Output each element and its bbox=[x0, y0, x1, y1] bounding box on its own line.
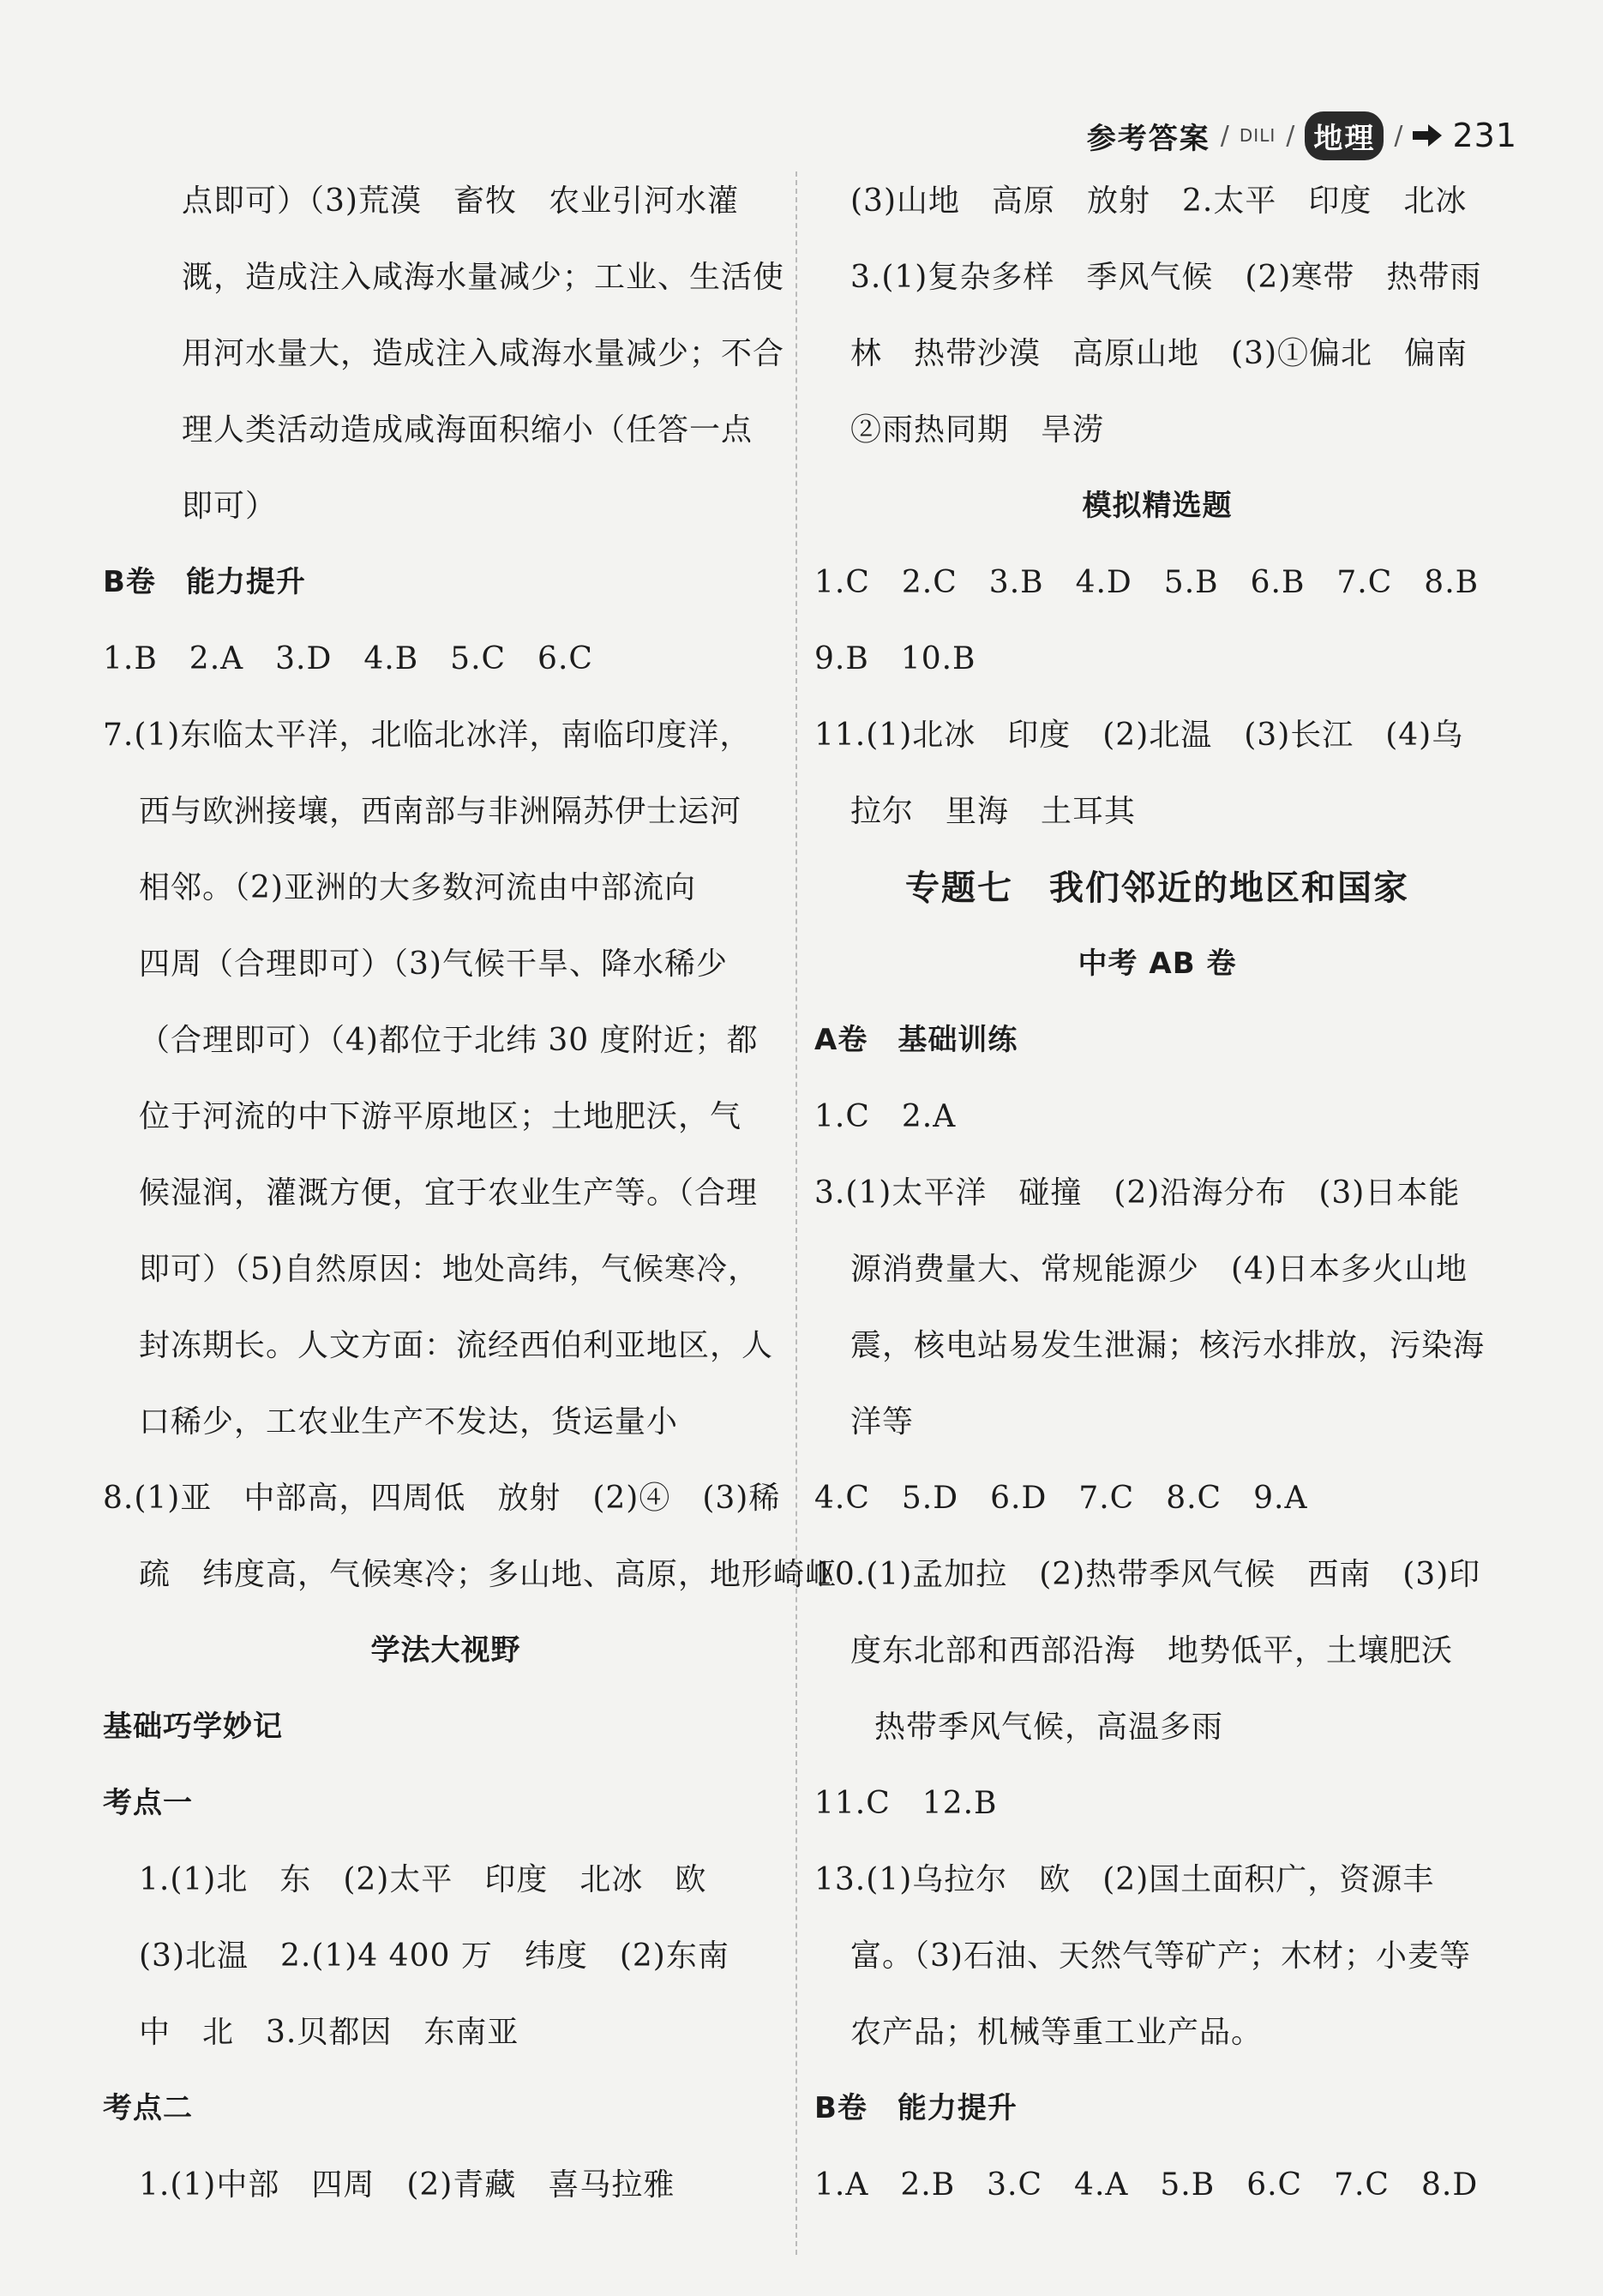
answer-line: 口稀少，工农业生产不发达，货运量小 bbox=[139, 1404, 679, 1440]
answer-line: 西与欧洲接壤，西南部与非洲隔苏伊士运河 bbox=[139, 794, 742, 829]
section-heading: 中考 AB 卷 bbox=[1078, 947, 1237, 981]
answer-line: 度东北部和西部沿海 地势低平，土壤肥沃 bbox=[850, 1633, 1454, 1668]
answer-line: 洋等 bbox=[850, 1404, 915, 1440]
page-number: 231 bbox=[1452, 117, 1517, 154]
answer-line: 1.B 2.A 3.D 4.B 5.C 6.C bbox=[103, 641, 593, 676]
header-title: 参考答案 bbox=[1086, 121, 1210, 156]
answer-line: 富。（3)石油、天然气等矿产；木材；小麦等 bbox=[850, 1938, 1471, 1974]
answer-line: 3.(1)太平洋 碰撞 (2)沿海分布 (3)日本能 bbox=[814, 1175, 1461, 1211]
answer-line: 溉，造成注入咸海水量减少；工业、生活使 bbox=[182, 260, 785, 295]
section-heading: A卷 基础训练 bbox=[814, 1023, 1018, 1057]
answer-line: 点即可）（3)荒漠 畜牧 农业引河水灌 bbox=[182, 183, 739, 219]
section-heading: 模拟精选题 bbox=[1082, 489, 1233, 523]
answer-line: 10.(1)孟加拉 (2)热带季风气候 西南 (3)印 bbox=[814, 1557, 1481, 1592]
header-slash: / bbox=[1394, 120, 1403, 151]
subsection-heading: 考点二 bbox=[103, 2091, 193, 2125]
answer-line: 用河水量大，造成注入咸海水量减少；不合 bbox=[182, 336, 785, 371]
answer-line: 即可） bbox=[182, 489, 278, 524]
answer-line: 位于河流的中下游平原地区；土地肥沃，气 bbox=[139, 1099, 742, 1134]
answer-line: 4.C 5.D 6.D 7.C 8.C 9.A bbox=[814, 1481, 1308, 1516]
answer-line: 热带季风气候，高温多雨 bbox=[874, 1710, 1224, 1745]
answer-line: 1.A 2.B 3.C 4.A 5.B 6.C 7.C 8.D bbox=[814, 2167, 1479, 2203]
topic-title: 专题七 我们邻近的地区和国家 bbox=[905, 868, 1409, 908]
answer-line: 震，核电站易发生泄漏；核污水排放，污染海 bbox=[850, 1328, 1486, 1363]
answer-line: 1.C 2.A bbox=[814, 1099, 957, 1134]
answer-line: ②雨热同期 旱涝 bbox=[850, 412, 1105, 448]
section-heading: B卷 能力提升 bbox=[103, 565, 306, 599]
answer-line: 13.(1)乌拉尔 欧 (2)国土面积广，资源丰 bbox=[814, 1862, 1435, 1897]
arrow-right-icon bbox=[1413, 123, 1442, 148]
answer-line: 疏 纬度高，气候寒冷；多山地、高原，地形崎岖 bbox=[139, 1557, 838, 1592]
answer-line: 3.(1)复杂多样 季风气候 (2)寒带 热带雨 bbox=[850, 260, 1482, 295]
subject-badge: 地理 bbox=[1305, 111, 1384, 160]
subsection-heading: 考点一 bbox=[103, 1786, 193, 1820]
answer-line: （合理即可）（4)都位于北纬 30 度附近；都 bbox=[139, 1023, 759, 1058]
answer-line: 候湿润，灌溉方便，宜于农业生产等。（合理 bbox=[139, 1175, 759, 1211]
answer-line: 9.B 10.B bbox=[814, 641, 976, 676]
answer-line: 农产品；机械等重工业产品。 bbox=[850, 2015, 1264, 2050]
answer-line: 1.C 2.C 3.B 4.D 5.B 6.B 7.C 8.B bbox=[814, 565, 1480, 600]
answer-line: 拉尔 里海 土耳其 bbox=[850, 794, 1137, 829]
answer-line: 相邻。（2)亚洲的大多数河流由中部流向 bbox=[139, 870, 696, 905]
answer-line: (3)山地 高原 放射 2.太平 印度 北冰 bbox=[850, 183, 1468, 219]
answer-line: 7.(1)东临太平洋，北临北冰洋，南临印度洋， bbox=[103, 718, 752, 753]
section-heading: 基础巧学妙记 bbox=[103, 1710, 283, 1744]
answer-line: 封冻期长。人文方面：流经西伯利亚地区，人 bbox=[139, 1328, 774, 1363]
left-column bbox=[103, 163, 838, 2223]
right-column bbox=[814, 163, 1500, 2223]
answer-line: 源消费量大、常规能源少 (4)日本多火山地 bbox=[850, 1252, 1468, 1287]
header-subject-code: DILI bbox=[1239, 125, 1276, 146]
answer-line: 四周（合理即可）（3)气候干旱、降水稀少 bbox=[139, 947, 728, 982]
answer-line: 理人类活动造成咸海面积缩小（任答一点 bbox=[182, 412, 753, 448]
header-slash: / bbox=[1220, 120, 1229, 151]
answer-line: 中 北 3.贝都因 东南亚 bbox=[139, 2015, 519, 2050]
section-heading: 学法大视野 bbox=[370, 1633, 521, 1668]
answer-line: 即可）（5)自然原因：地处高纬，气候寒冷， bbox=[139, 1252, 759, 1287]
answer-line: 1.(1)中部 四周 (2)青藏 喜马拉雅 bbox=[139, 2167, 675, 2203]
answer-line: (3)北温 2.(1)4 400 万 纬度 (2)东南 bbox=[139, 1938, 729, 1974]
answer-line: 11.C 12.B bbox=[814, 1786, 998, 1821]
section-heading: B卷 能力提升 bbox=[814, 2091, 1018, 2125]
answer-line: 11.(1)北冰 印度 (2)北温 (3)长江 (4)乌 bbox=[814, 718, 1464, 753]
answer-line: 1.(1)北 东 (2)太平 印度 北冰 欧 bbox=[139, 1862, 707, 1897]
answer-line: 林 热带沙漠 高原山地 (3)①偏北 偏南 bbox=[850, 336, 1468, 371]
header-slash: / bbox=[1286, 120, 1295, 151]
page-header bbox=[1087, 110, 1517, 161]
answer-line: 8.(1)亚 中部高，四周低 放射 (2)④ (3)稀 bbox=[103, 1481, 781, 1516]
column-divider bbox=[795, 171, 797, 2255]
